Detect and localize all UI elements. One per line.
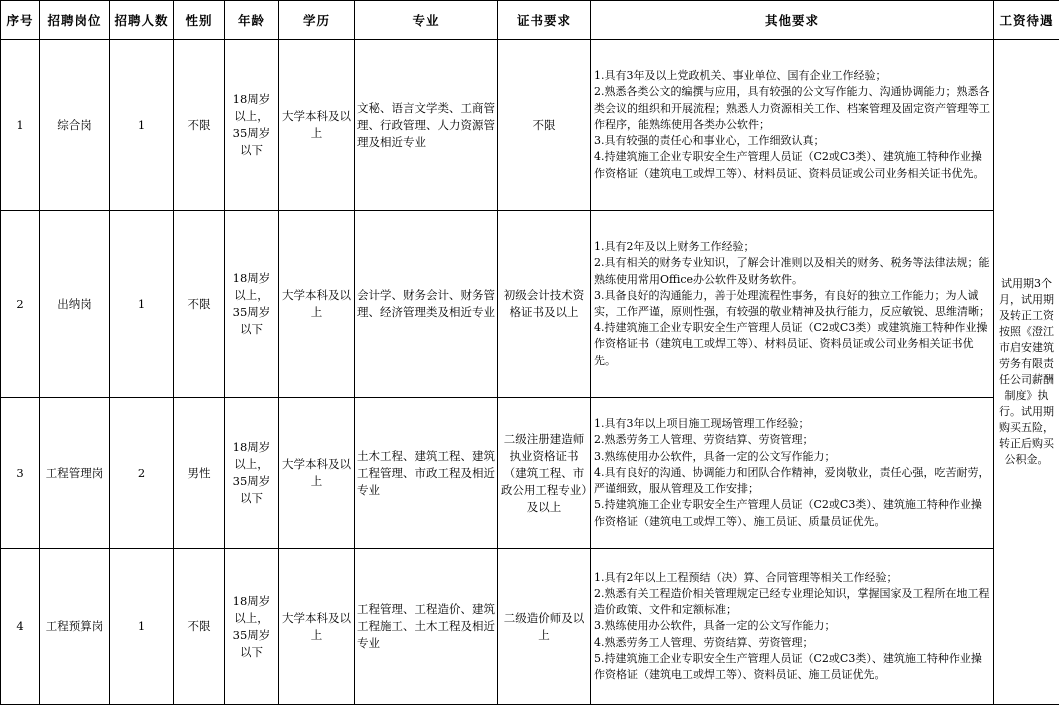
cell-gender: 男性 bbox=[174, 398, 225, 549]
cell-age: 18周岁以上，35周岁以下 bbox=[225, 211, 279, 398]
requirement-item: 4.具有良好的沟通、协调能力和团队合作精神，爱岗敬业，责任心强，吃苦耐劳，严谨细致，服从管理及工作安排； bbox=[594, 465, 990, 496]
requirement-item: 3.熟练使用办公软件，具备一定的公文写作能力； bbox=[594, 619, 836, 633]
cell-other-requirements bbox=[591, 549, 994, 705]
header-salary: 工资待遇 bbox=[994, 1, 1059, 40]
cell-age: 18周岁以上，35周岁以下 bbox=[225, 549, 279, 705]
requirement-item: 3.具有较强的责任心和事业心，工作细致认真； bbox=[594, 134, 825, 148]
cell-gender: 不限 bbox=[174, 549, 225, 705]
header-education: 学历 bbox=[279, 1, 355, 40]
header-age: 年龄 bbox=[225, 1, 279, 40]
requirement-item: 1.具有3年以上项目施工现场管理工作经验； bbox=[594, 417, 810, 431]
cell-certificate: 二级注册建造师执业资格证书（建筑工程、市政公用工程专业）及以上 bbox=[498, 398, 591, 549]
cell-position: 综合岗 bbox=[40, 40, 110, 211]
requirement-item: 2.熟悉各类公文的编撰与应用，具有较强的公文写作能力、沟通协调能力；熟悉各类会议的组织和开展流程；熟悉人力资源相关工作、档案管理及固定资产管理等工作程序，能熟练使用各类办公软件； bbox=[594, 85, 990, 131]
cell-major: 会计学、财务会计、财务管理、经济管理类及相近专业 bbox=[355, 211, 498, 398]
header-row bbox=[1, 1, 1059, 40]
header-index: 序号 bbox=[1, 1, 40, 40]
cell-certificate: 二级造价师及以上 bbox=[498, 549, 591, 705]
requirement-item: 4.持建筑施工企业专职安全生产管理人员证（C2或C3类）、建筑施工特种作业操作资格证（建筑电工或焊工等）、材料员证、资料员证或公司业务相关证书优先。 bbox=[594, 150, 985, 180]
cell-count: 2 bbox=[110, 398, 174, 549]
cell-index: 3 bbox=[1, 398, 40, 549]
requirement-item: 2.具有相关的财务专业知识，了解会计准则以及相关的财务、税务等法律法规；能熟练使用常用Office办公软件及财务软件。 bbox=[594, 256, 990, 286]
cell-index: 1 bbox=[1, 40, 40, 211]
requirement-item: 1.具有2年及以上财务工作经验； bbox=[594, 240, 755, 254]
cell-position: 工程管理岗 bbox=[40, 398, 110, 549]
header-major: 专业 bbox=[355, 1, 498, 40]
header-count: 招聘人数 bbox=[110, 1, 174, 40]
requirement-item: 5.持建筑施工企业专职安全生产管理人员证（C2或C3类）、建筑施工特种作业操作资格证（建筑电工或焊工等）、资料员证、施工员证优先。 bbox=[594, 651, 982, 681]
cell-index: 4 bbox=[1, 549, 40, 705]
requirement-item: 1.具有2年以上工程预结（决）算、合同管理等相关工作经验； bbox=[594, 570, 898, 584]
header-other: 其他要求 bbox=[591, 1, 994, 40]
cell-count: 1 bbox=[110, 40, 174, 211]
requirement-item: 4.熟悉劳务工人管理、劳资结算、劳资管理； bbox=[594, 635, 814, 649]
cell-other-requirements bbox=[591, 398, 994, 549]
cell-count: 1 bbox=[110, 549, 174, 705]
requirement-item: 4.持建筑施工企业专职安全生产管理人员证（C2或C3类）或建筑施工特种作业操作资格证书（建筑电工或焊工等）、材料员证、资料员证或公司业务相关证书优先。 bbox=[594, 321, 988, 367]
cell-certificate: 不限 bbox=[498, 40, 591, 211]
cell-major: 文秘、语言文学类、工商管理、行政管理、人力资源管理及相近专业 bbox=[355, 40, 498, 211]
cell-major: 土木工程、建筑工程、建筑工程管理、市政工程及相近专业 bbox=[355, 398, 498, 549]
cell-gender: 不限 bbox=[174, 211, 225, 398]
table-row bbox=[1, 40, 1059, 211]
header-position: 招聘岗位 bbox=[40, 1, 110, 40]
table-row bbox=[1, 211, 1059, 398]
cell-gender: 不限 bbox=[174, 40, 225, 211]
requirement-item: 5.持建筑施工企业专职安全生产管理人员证（C2或C3类）、建筑施工特种作业操作资格证（建筑电工或焊工等）、施工员证、质量员证优先。 bbox=[594, 498, 982, 528]
cell-other-requirements bbox=[591, 211, 994, 398]
cell-salary: 试用期3个月，试用期及转正工资按照《澄江市启安建筑劳务有限责任公司薪酬制度》执行。试用期购买五险，转正后购买公积金。 bbox=[994, 40, 1059, 705]
cell-other-requirements bbox=[591, 40, 994, 211]
cell-position: 出纳岗 bbox=[40, 211, 110, 398]
cell-certificate: 初级会计技术资格证书及以上 bbox=[498, 211, 591, 398]
requirement-item: 1.具有3年及以上党政机关、事业单位、国有企业工作经验； bbox=[594, 69, 887, 83]
table-row bbox=[1, 398, 1059, 549]
cell-age: 18周岁以上，35周岁以下 bbox=[225, 398, 279, 549]
cell-education: 大学本科及以上 bbox=[279, 40, 355, 211]
cell-education: 大学本科及以上 bbox=[279, 549, 355, 705]
cell-education: 大学本科及以上 bbox=[279, 398, 355, 549]
cell-education: 大学本科及以上 bbox=[279, 211, 355, 398]
requirement-item: 2.熟悉劳务工人管理、劳资结算、劳资管理； bbox=[594, 433, 814, 447]
table-row bbox=[1, 549, 1059, 705]
header-certificate: 证书要求 bbox=[498, 1, 591, 40]
cell-count: 1 bbox=[110, 211, 174, 398]
header-gender: 性别 bbox=[174, 1, 225, 40]
requirement-item: 3.熟练使用办公软件，具备一定的公文写作能力； bbox=[594, 449, 836, 463]
cell-index: 2 bbox=[1, 211, 40, 398]
cell-major: 工程管理、工程造价、建筑工程施工、土木工程及相近专业 bbox=[355, 549, 498, 705]
requirement-item: 3.具备良好的沟通能力，善于处理流程性事务，有良好的独立工作能力；为人诚实，工作严谨，原则性强，有较强的敬业精神及执行能力，反应敏锐、思维清晰； bbox=[594, 288, 990, 318]
requirement-item: 2.熟悉有关工程造价相关管理规定已经专业理论知识，掌握国家及工程所在地工程造价政策、文件和定额标准； bbox=[594, 586, 990, 617]
cell-age: 18周岁以上，35周岁以下 bbox=[225, 40, 279, 211]
cell-position: 工程预算岗 bbox=[40, 549, 110, 705]
